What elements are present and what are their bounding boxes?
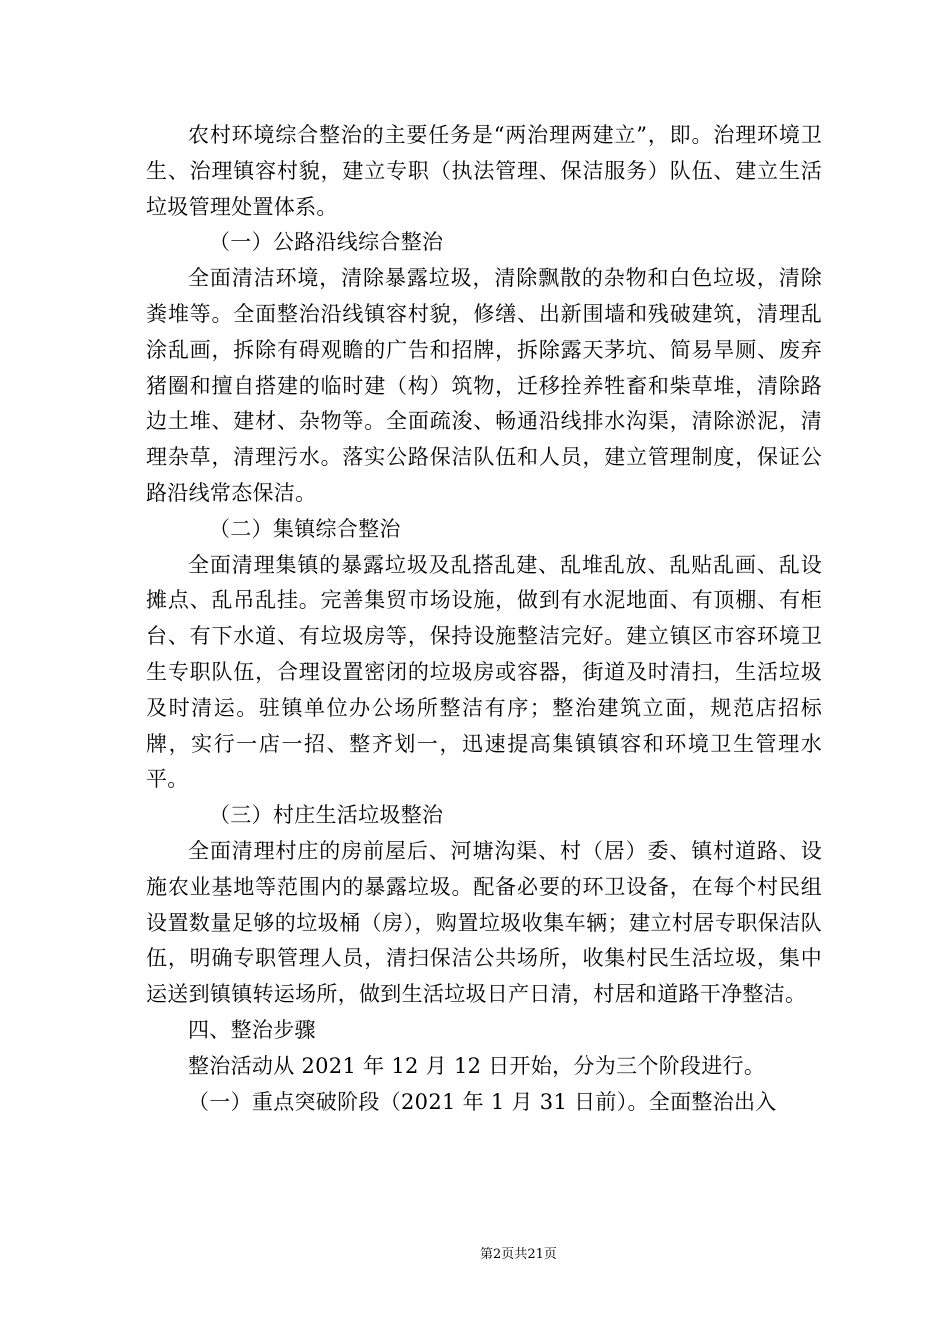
footer-prefix: 第 [480,1247,494,1262]
footer-current-page: 2 [493,1247,502,1262]
paragraph-town-remediation: 全面清理集镇的暴露垃圾及乱搭乱建、乱堆乱放、乱贴乱画、乱设摊点、乱吊乱挂。完善集贸市场设施，做到有水泥地面、有顶棚、有柜台、有下水道、有垃圾房等，保持设施整洁完好。建立镇区市容环境卫生专职队伍，合理设置密闭的垃圾房或容器，街道及时清扫，生活垃圾及时清运。驻镇单位办公场所整洁有序；整治建筑立面，规范店招标牌，实行一店一招、整齐划一，迅速提高集镇镇容和环境卫生管理水平。 [146,552,822,792]
heading-remediation-steps: 四、整治步骤 [188,1017,316,1042]
footer-suffix: 页 [543,1247,557,1262]
footer-total-pages: 21 [527,1247,544,1262]
page-footer [0,1246,950,1264]
heading-town-remediation: （二）集镇综合整治 [209,516,401,541]
paragraph-village-garbage: 全面清理村庄的房前屋后、河塘沟渠、村（居）委、镇村道路、设施农业基地等范围内的暴露垃圾。配备必要的环卫设备，在每个村民组设置数量足够的垃圾桶（房），购置垃圾收集车辆；建立村居专职保洁队伍，明确专职管理人员，清扫保洁公共场所，收集村民生活垃圾，集中运送到镇镇转运场所，做到生活垃圾日产日清，村居和道路干净整洁。 [146,838,822,1007]
paragraph-highway-remediation: 全面清洁环境，清除暴露垃圾，清除飘散的杂物和白色垃圾，清除粪堆等。全面整治沿线镇容村貌，修缮、出新围墙和残破建筑，清理乱涂乱画，拆除有碍观瞻的广告和招牌，拆除露天茅坑、简易旱厕、废弃猪圈和擅自搭建的临时建（构）筑物，迁移拴养牲畜和柴草堆，清除路边土堆、建材、杂物等。全面疏浚、畅通沿线排水沟渠，清除淤泥，清理杂草，清理污水。落实公路保洁队伍和人员，建立管理制度，保证公路沿线常态保洁。 [146,266,822,505]
document-body [146,118,822,1120]
heading-village-garbage: （三）村庄生活垃圾整治 [209,803,444,828]
paragraph-phase-one: （一）重点突破阶段（2021 年 1 月 31 日前）。全面整治出入 [188,1089,777,1114]
paragraph-main-tasks: 农村环境综合整治的主要任务是“两治理两建立”，即。治理环境卫生、治理镇容村貌，建立专职（执法管理、保洁服务）队伍、建立生活垃圾管理处置体系。 [146,123,822,219]
footer-middle: 页共 [501,1247,528,1262]
heading-highway-remediation: （一）公路沿线综合整治 [209,230,444,255]
paragraph-schedule: 整治活动从 2021 年 12 月 12 日开始，分为三个阶段进行。 [188,1053,766,1078]
